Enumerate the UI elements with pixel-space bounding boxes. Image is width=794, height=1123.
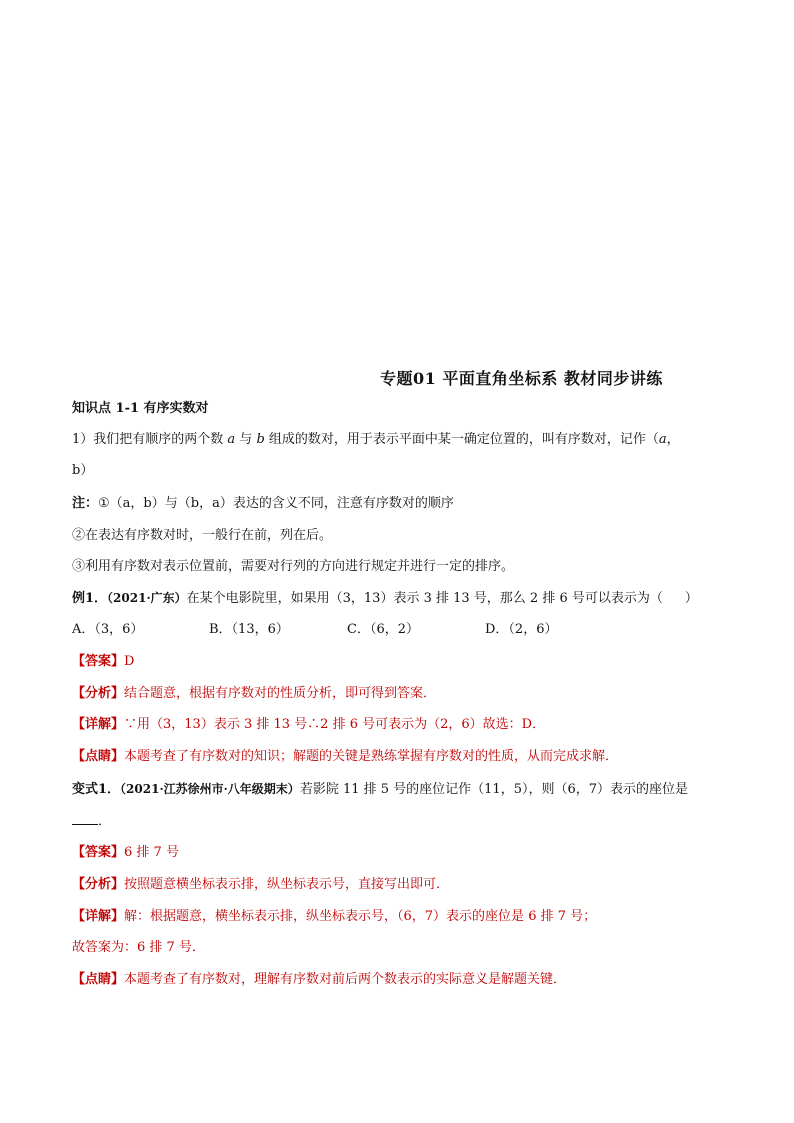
variant-detail-label: 【详解】 bbox=[72, 909, 125, 924]
variant-comment-text: 本题考查了有序数对，理解有序数对前后两个数表示的实际意义是解题关键． bbox=[124, 972, 567, 987]
example-1-text: 在某个电影院里，如果用（3，13）表示 3 排 13 号，那么 2 排 6 号可以表示为（ bbox=[186, 591, 663, 606]
analysis-text: 结合题意，根据有序数对的性质分析，即可得到答案． bbox=[124, 686, 437, 701]
variant-1-detail-continuation: 故答案为：6 排 7 号． bbox=[72, 940, 205, 955]
definition-text-4: ， bbox=[666, 432, 680, 447]
answer-label: 【答案】 bbox=[72, 654, 125, 669]
fill-in-blank bbox=[72, 812, 98, 825]
variant-detail-text: 解：根据题意，横坐标表示排，纵坐标表示号，（6，7）表示的座位是 6 排 7 号； bbox=[124, 909, 597, 924]
variant-1-detail bbox=[72, 908, 596, 926]
variant-1-analysis bbox=[72, 876, 449, 894]
comment-label: 【点睛】 bbox=[72, 749, 125, 764]
variant-1-source: （2021·江苏徐州市·八年级期末） bbox=[120, 782, 300, 796]
detail-text: ∵用（3，13）表示 3 排 13 号∴2 排 6 号可表示为（2，6）故选：D． bbox=[124, 717, 546, 732]
choice-d: D．（2，6） bbox=[485, 622, 558, 637]
variant-comment-label: 【点睛】 bbox=[72, 972, 125, 987]
variable-b: b bbox=[256, 432, 265, 447]
choice-c: C．（6，2） bbox=[347, 622, 419, 637]
example-1-source: （2021·广东） bbox=[107, 591, 187, 605]
comment-text: 本题考查了有序数对的知识；解题的关键是熟练掌握有序数对的性质，从而完成求解． bbox=[124, 749, 619, 764]
variant-1-comment bbox=[72, 971, 566, 989]
variable-a: a bbox=[227, 432, 236, 447]
definition-text-3: 组成的数对，用于表示平面中某一确定位置的，叫有序数对，记作（ bbox=[264, 432, 659, 447]
choice-b: B．（13，6） bbox=[209, 622, 289, 637]
note-3: ③利用有序数对表示位置前，需要对行列的方向进行规定并进行一定的排序。 bbox=[72, 559, 515, 574]
variant-1-text: 若影院 11 排 5 号的座位记作（11，5），则（6，7）表示的座位是 bbox=[299, 782, 689, 797]
variant-analysis-text: 按照题意横坐标表示排，纵坐标表示号，直接写出即可． bbox=[124, 877, 450, 892]
document-title: 专题01 平面直角坐标系 教材同步讲练 bbox=[380, 369, 663, 388]
variant-1-label: 变式1． bbox=[72, 782, 121, 797]
definition-text-1: 1）我们把有顺序的两个数 bbox=[72, 432, 228, 447]
example-1-analysis bbox=[72, 685, 436, 703]
note-1 bbox=[72, 495, 454, 513]
note-label: 注： bbox=[72, 496, 99, 511]
variant-1-blank-line bbox=[72, 812, 111, 831]
definition-continuation: b） bbox=[72, 463, 94, 478]
example-1-detail bbox=[72, 716, 545, 734]
variable-a-2: a bbox=[658, 432, 667, 447]
variant-1-question bbox=[72, 780, 688, 799]
definition-text-2: 与 bbox=[235, 432, 257, 447]
note-1-text: ①（a，b）与（b，a）表达的含义不同，注意有序数对的顺序 bbox=[98, 496, 454, 511]
variant-1-answer bbox=[72, 844, 179, 862]
example-1-question bbox=[72, 589, 698, 608]
knowledge-heading: 知识点 1-1 有序实数对 bbox=[72, 401, 209, 416]
detail-label: 【详解】 bbox=[72, 717, 125, 732]
choice-a: A．（3，6） bbox=[72, 622, 144, 637]
analysis-label: 【分析】 bbox=[72, 686, 125, 701]
variant-1-text-end: ． bbox=[98, 814, 112, 829]
variant-answer-text: 6 排 7 号 bbox=[124, 845, 179, 860]
example-1-label: 例1． bbox=[72, 591, 108, 606]
example-1-answer bbox=[72, 653, 134, 671]
variant-answer-label: 【答案】 bbox=[72, 845, 125, 860]
note-2: ②在表达有序数对时，一般行在前，列在后。 bbox=[72, 528, 333, 543]
answer-text: D bbox=[124, 654, 135, 669]
variant-analysis-label: 【分析】 bbox=[72, 877, 125, 892]
example-1-comment bbox=[72, 748, 618, 766]
example-1-text-end: ） bbox=[684, 591, 698, 606]
definition-line bbox=[72, 431, 680, 449]
